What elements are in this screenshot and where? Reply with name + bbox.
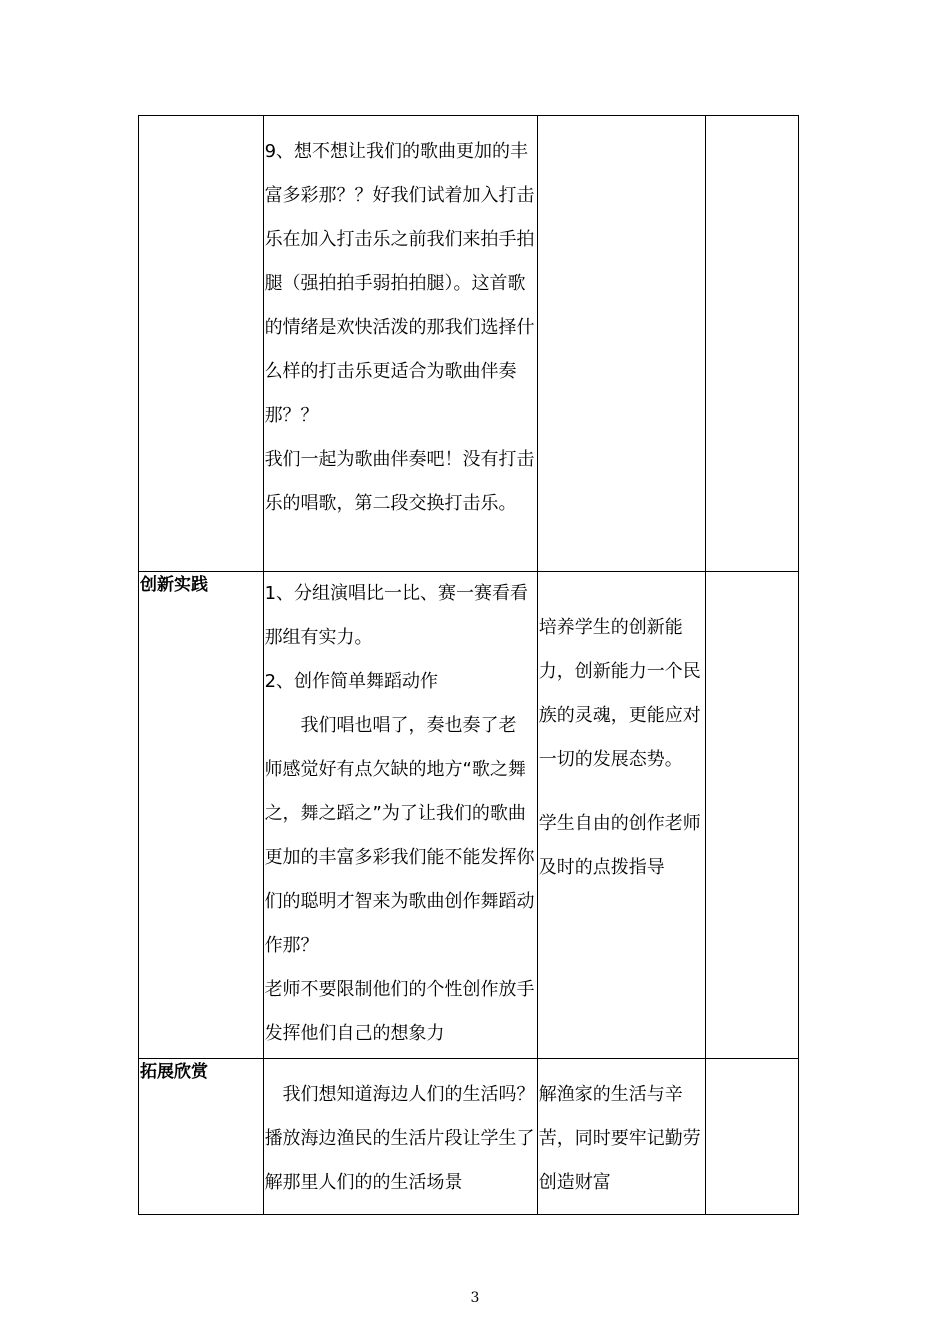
note-cell (705, 116, 798, 572)
content-paragraph: 我们唱也唱了，奏也奏了老 (264, 715, 517, 736)
note-cell (705, 1059, 798, 1215)
intent-cell (537, 572, 705, 1059)
content-paragraph: 师感觉好有点欠缺的地方“歌之舞之，舞之蹈之”为了让我们的歌曲更加的丰富多彩我们能不能发挥你们的聪明才智来为歌曲创作舞蹈动作那？ (264, 759, 535, 956)
content-paragraph: 9、想不想让我们的歌曲更加的丰富多彩那？？好我们试着加入打击乐在加入打击乐之前我们来拍手拍腿（强拍拍手弱拍拍腿）。这首歌的情绪是欢快活泼的那我们选择什么样的打击乐更适合为歌曲伴奏那？？ (264, 141, 535, 426)
content-cell (263, 1059, 537, 1215)
content-cell (263, 572, 537, 1059)
intent-paragraph: 培养学生的创新能力，创新能力一个民族的灵魂，更能应对一切的发展态势。 (538, 617, 701, 770)
row-label-cell (139, 116, 264, 572)
content-paragraph: 我们一起为歌曲伴奏吧！没有打击乐的唱歌，第二段交换打击乐。 (264, 449, 535, 514)
note-cell (705, 572, 798, 1059)
intent-cell (537, 116, 705, 572)
row-label: 创新实践 (140, 575, 208, 595)
page-number: 3 (470, 1290, 480, 1306)
row-label: 拓展欣赏 (140, 1062, 208, 1082)
content-cell (263, 116, 537, 572)
row-label-cell (139, 572, 264, 1059)
table-row (139, 1059, 799, 1215)
lesson-plan-table (138, 115, 799, 1215)
intent-cell (537, 1059, 705, 1215)
table-row (139, 572, 799, 1059)
content-paragraph: 2、创作简单舞蹈动作 (264, 671, 439, 692)
content-paragraph: 我们想知道海边人们的生活吗？播放海边渔民的生活片段让学生了解那里人们的的生活场景 (264, 1084, 535, 1193)
intent-paragraph: 解渔家的生活与辛苦，同时要牢记勤劳创造财富 (538, 1084, 701, 1193)
intent-paragraph: 学生自由的创作老师及时的点拨指导 (538, 813, 701, 878)
content-paragraph: 老师不要限制他们的个性创作放手发挥他们自己的想象力 (264, 979, 535, 1044)
content-paragraph: 1、分组演唱比一比、赛一赛看看那组有实力。 (264, 583, 529, 648)
table-row (139, 116, 799, 572)
row-label-cell (139, 1059, 264, 1215)
